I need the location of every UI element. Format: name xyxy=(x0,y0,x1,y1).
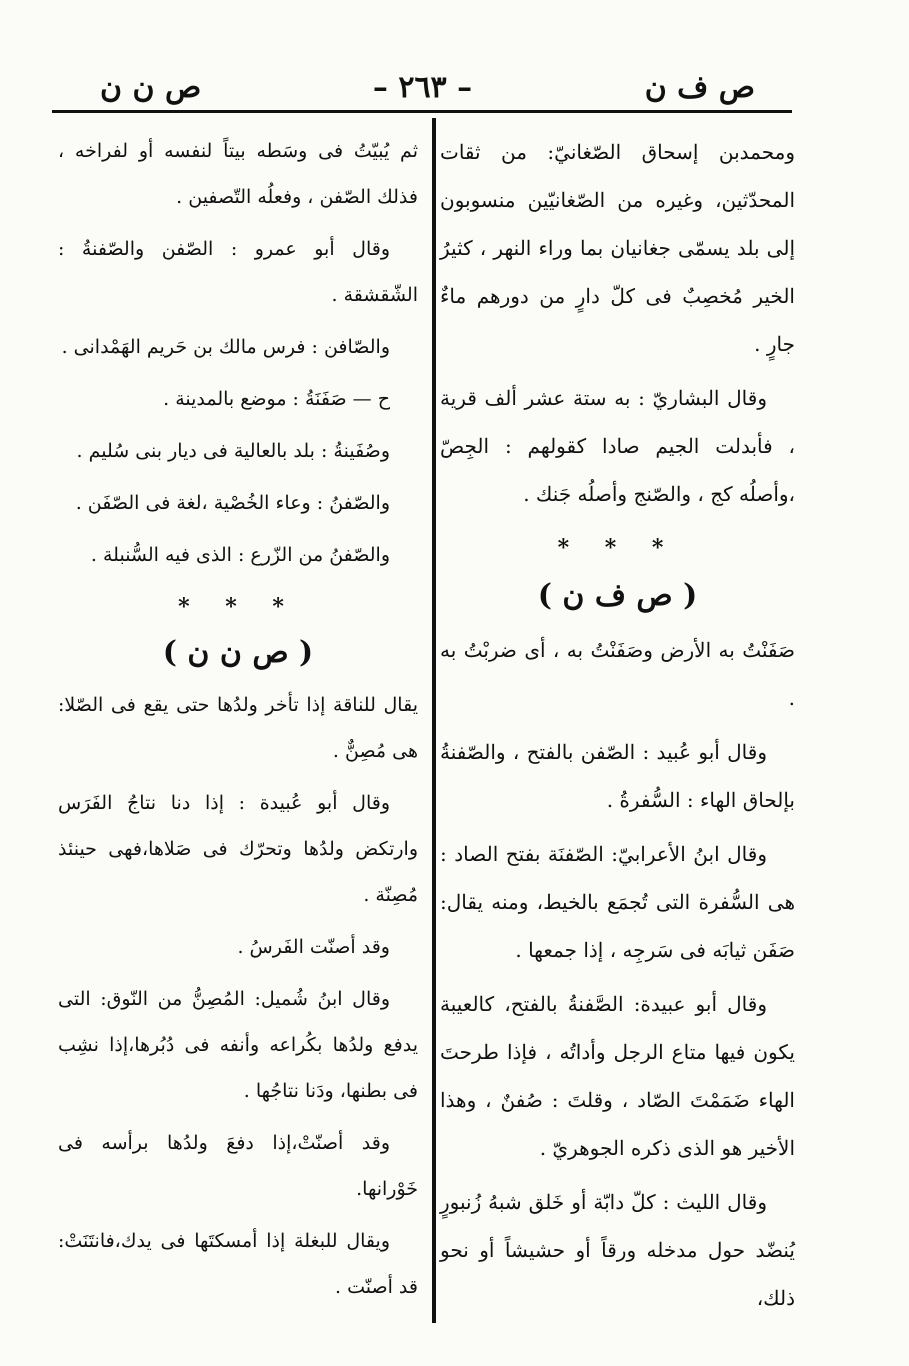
paragraph: وقال أبو عُبيد : الصّفن بالفتح ، والصّفنةُ بإلحاق الهاء : السُّفرةُ . xyxy=(440,740,795,812)
right-column xyxy=(440,128,795,1328)
section-title: ( ص ف ن ) xyxy=(537,578,698,613)
paragraph: وقال ابنُ الأعرابيّ: الصّفنَة بفتح الصاد : هى السُّفرة التى تُجمَع بالخيط، ومنه يقال: صَفَن ثيابَه فى سَرجِه ، إذا جمعها . xyxy=(440,842,795,962)
page-header xyxy=(50,62,795,112)
paragraph: وقال أبو عُبيدة : إذا دنا نتاجُ الفَرَس وارتكض ولدُها وتحرّك فى صَلاها،فهى حينئذ مُصِنّة . xyxy=(58,792,418,906)
paragraph: وقال ابنُ شُميل: المُصِنُّ من النّوق: التى يدفع ولدُها بكُراعه وأنفه فى دُبُرها،إذا نشِب فى بطنها، ودَنا نتاجُها . xyxy=(58,988,418,1102)
paragraph: ومحمدبن إسحاق الصّغانيّ: من ثقات المحدّثين، وغيره من الصّغانيّين منسوبون إلى بلد يسمّى جغانيان بما وراء النهر ، كثيرُ الخير مُخصِبٌ فى كلّ دارٍ من دورهم ماءٌ جارٍ . xyxy=(440,140,795,356)
paragraph: وقال أبو عمرو : الصّفن والصّفنةُ : الشّقشقة . xyxy=(58,238,418,306)
paragraph: والصّفنُ من الزّرع : الذى فيه السُّنبلة . xyxy=(90,544,390,566)
page-number: – ٢٦٣ – xyxy=(372,70,473,105)
paragraph: صَفَنْتُ به الأرض وصَفَنْتُ به ، أى ضربْتُ به . xyxy=(440,638,795,710)
left-column xyxy=(58,128,418,1316)
section-title: ( ص ن ن ) xyxy=(162,635,314,670)
paragraph: وقال الليث : كلّ دابّة أو خَلق شبهُ زُنبورٍ يُنضّد حول مدخله ورقاً أو حشيشاً أو نحو ذلك، xyxy=(440,1190,795,1310)
header-rule xyxy=(52,110,792,113)
section-separator: * * * xyxy=(178,594,298,620)
paragraph: وقد أصنّتْ،إذا دفعَ ولدُها برأسه فى خَوْرانها. xyxy=(58,1132,418,1200)
paragraph: والصّافن : فرس مالك بن حَريم الهَمْدانى . xyxy=(61,336,390,358)
section-separator: * * * xyxy=(557,535,678,561)
header-right-root: ص ف ن xyxy=(644,70,755,105)
paragraph: وصُفَينةُ : بلد بالعالية فى ديار بنى سُليم . xyxy=(76,440,390,462)
paragraph: والصّفنُ : وعاء الخُصْية ،لغة فى الصّفَن . xyxy=(75,492,390,514)
header-left-root: ص ن ن xyxy=(100,70,202,105)
paragraph: وقال أبو عبيدة: الصَّفنةُ بالفتح، كالعيبة يكون فيها متاع الرجل وأداتُه ، فإذا طرحتَ الهاء ضَمَمْتَ الصّاد ، وقلتَ : صُفنٌ ، وهذا الأخير هو الذى ذكره الجوهريّ . xyxy=(440,992,795,1160)
column-divider xyxy=(432,118,436,1323)
paragraph: ثم يُبيّتُ فى وسَطه بيتاً لنفسه أو لفراخه ، فذلك الصّفن ، وفعلُه التّصفين . xyxy=(58,140,418,208)
paragraph: وقال البشاريّ : به ستة عشر ألف قرية ، فأبدلت الجيم صادا كقولهم : الجِصّ ،وأصلُه كج ، والصّنج وأصلُه جَنك . xyxy=(440,386,795,506)
paragraph: يقال للناقة إذا تأخر ولدُها حتى يقع فى الصّلا: هى مُصِنٌّ . xyxy=(58,694,418,762)
paragraph: ويقال للبغلة إذا أمسكتَها فى يدك،فانتَنَتْ: قد أصنّت . xyxy=(58,1230,418,1298)
paragraph: وقد أصنّت الفَرسُ . xyxy=(237,936,390,958)
paragraph: ح — صَفَنَةُ : موضع بالمدينة . xyxy=(163,388,390,410)
